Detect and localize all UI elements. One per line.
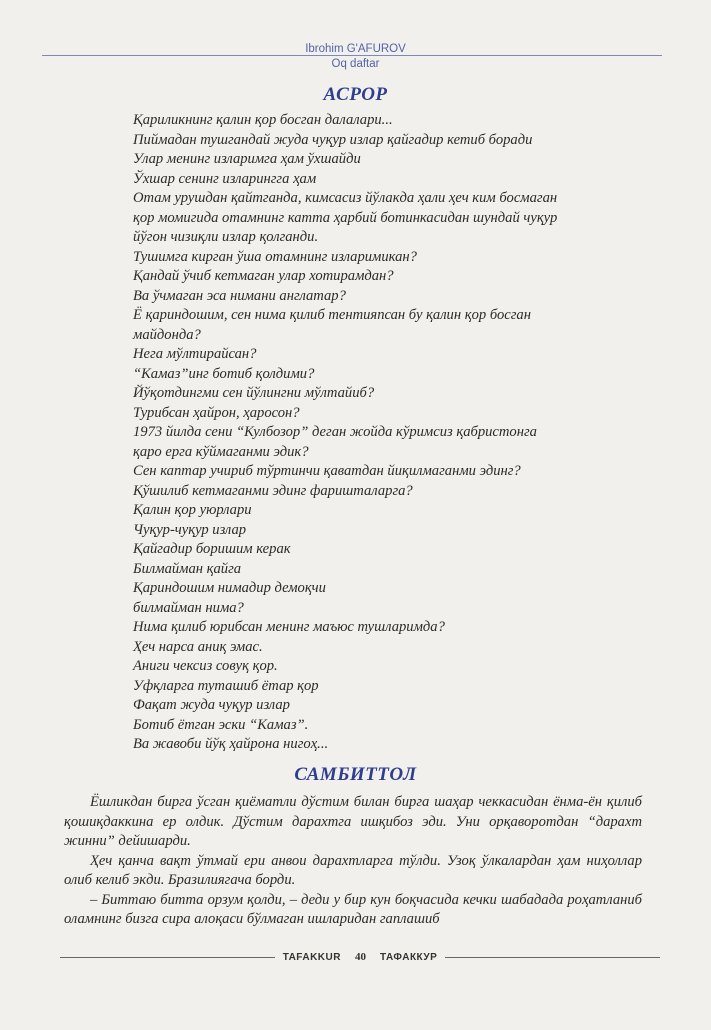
poem-line: Ё қариндошим, сен нима қилиб тентияпсан бу қалин қор босган <box>133 307 531 323</box>
poem-line: Ҳеч нарса аниқ эмас. <box>133 638 263 655</box>
story-paragraph: Ҳеч қанча вақт ўтмай ери анвои дарахтларга тўлди. Узоқ ўлкалардан ҳам ниҳоллар олиб келиб экди. Бразилиягача борди. <box>64 852 642 888</box>
page-footer <box>60 950 660 964</box>
poem-line: Қўшилиб кетмаганми эдинг фаришталарга? <box>133 482 413 499</box>
story-body <box>64 793 642 930</box>
poem-line: Қандай ўчиб кетмаган улар хотирамдан? <box>133 268 394 284</box>
poem-line: Уфқларга туташиб ётар қор <box>133 677 319 694</box>
footer-rule-right <box>445 957 660 958</box>
poem-line: 1973 йилда сени “Кулбозор” деган жойда кўримсиз қабристонга <box>133 424 537 440</box>
poem-body <box>133 111 653 755</box>
poem-line: “Камаз”инг ботиб қолдими? <box>133 365 315 382</box>
story-title: САМБИТТОЛ <box>294 764 417 785</box>
poem-line: қаро ерга кўймаганми эдик? <box>133 443 309 460</box>
poem-line: Йўқотдингми сен йўлингни мўлтайиб? <box>133 385 375 401</box>
poem-line: Қариликнинг қалин қор босган далалари... <box>133 112 393 128</box>
poem-line: Билмайман қайга <box>133 560 242 577</box>
header-author: Ibrohim G'AFUROV <box>305 43 406 55</box>
header-book-title: Oq daftar <box>331 58 380 70</box>
poem-line: Пиймадан тушгандай жуда чуқур излар қайгадир кетиб боради <box>133 131 533 148</box>
poem-line: майдонда? <box>133 326 201 343</box>
poem-line: Аниги чексиз совуқ қор. <box>133 658 278 674</box>
poem-line: Нима қилиб юрибсан менинг маъюс тушларимда? <box>133 619 445 635</box>
poem-line: Тушимга кирган ўша отамнинг изларимикан? <box>133 248 417 265</box>
poem-line: Ва жавоби йўқ ҳайрона нигоҳ... <box>133 736 329 752</box>
poem-line: қор момигида отамнинг катта ҳарбий ботинкасидан шундай чуқур <box>133 209 558 226</box>
footer-rule-left <box>60 957 275 958</box>
poem-line: Отам урушдан қайтганда, кимсасиз йўлакда ҳали ҳеч ким босмаган <box>133 190 558 206</box>
header-rule <box>42 55 662 56</box>
poem-line: Қариндошим нимадир демоқчи <box>133 580 326 596</box>
poem-line: Ўхшар сенинг изларингга ҳам <box>133 170 317 187</box>
running-header <box>0 42 711 71</box>
poem-line: Ботиб ётган эски “Камаз”. <box>133 716 309 733</box>
poem-line: Нега мўлтирайсан? <box>133 346 257 362</box>
poem-line: Чуқур-чуқур излар <box>133 521 247 538</box>
poem-line: Ва ўчмаган эса нимани англатар? <box>133 287 346 304</box>
poem-title: АСРОР <box>323 84 388 105</box>
poem-line: Улар менинг изларимга ҳам ўхшайди <box>133 151 361 167</box>
poem-line: Турибсан ҳайрон, ҳаросон? <box>133 404 300 421</box>
poem-line: Қалин қор уюрлари <box>133 502 252 518</box>
poem-line: йўгон чизиқли излар қолганди. <box>133 229 319 245</box>
footer-label-latin: TAFAKKUR <box>282 951 341 963</box>
footer-label-cyrillic: ТАФАККУР <box>379 951 438 963</box>
poem-line: Қайгадир боришим керак <box>133 541 291 557</box>
poem-line: Сен каптар учириб тўртинчи қаватдан йиқилмаганми эдинг? <box>133 463 521 479</box>
story-paragraph: – Биттаю битта орзум қолди, – деди у бир кун боқчасида кечки шабадада роҳатланиб оламнинг бизга сира алоқаси бўлмаган ишларидан гаплашиб <box>64 891 642 927</box>
poem-line: Фақат жуда чуқур излар <box>133 697 290 713</box>
page-number: 40 <box>354 951 366 963</box>
story-paragraph: Ёшликдан бирга ўсган қиёматли дўстим билан бирга шаҳар чеккасидан ёнма-ён қилиб қошиқдаккина ер олдик. Дўстим дарахтга ишқибоз эди. Уни орқаворотдан “дарахт жинни” дейишарди. <box>64 794 642 849</box>
poem-line: билмайман нима? <box>133 599 244 616</box>
